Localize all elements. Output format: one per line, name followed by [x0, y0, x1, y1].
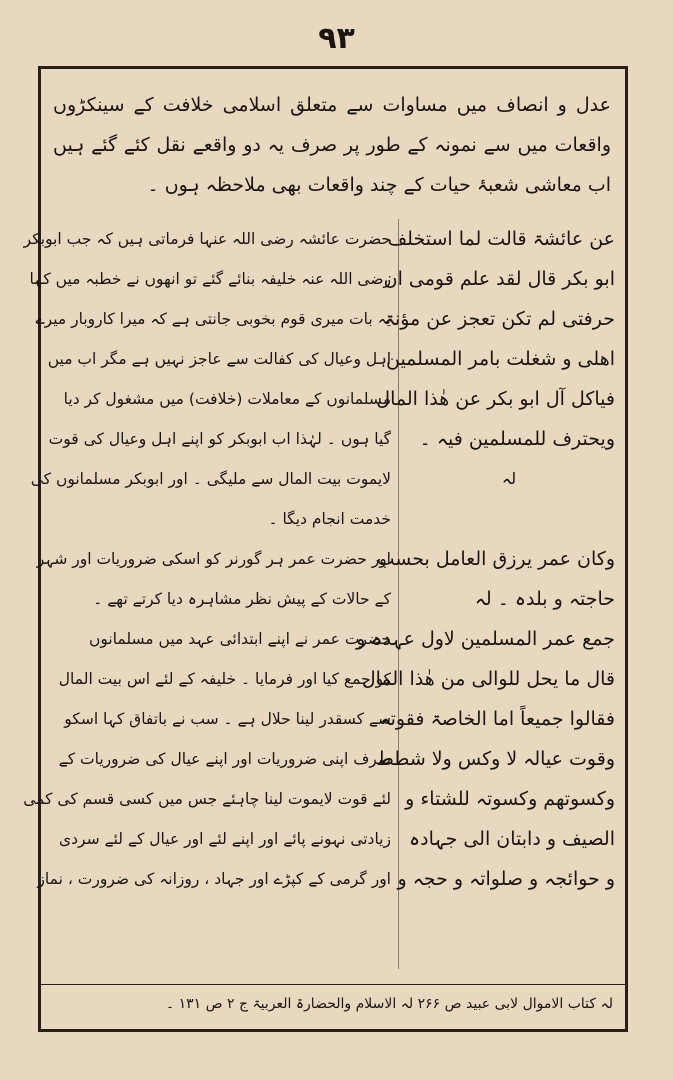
- arabic-line: حاجتہ و بلدہ ۔ لہ: [474, 588, 615, 610]
- intro-paragraph: عدل و انصاف میں مساوات سے متعلق اسلامی خلافت کے سینکڑوں واقعات میں سے نمونہ کے طور پر صرف یہ دو واقعے نقل کئے گئے ہیں اب معاشی شعبۂ حیات کے چند واقعات بھی ملاحظہ ہوں ۔: [53, 94, 611, 196]
- page-number: ۹۳: [318, 21, 355, 56]
- urdu-line: صرف اپنی ضروریات اور اپنے عیال کی ضروریات کے: [58, 750, 391, 768]
- urdu-line: کو جمع کیا اور فرمایا ۔ خلیفہ کے لئے اس بیت المال: [58, 670, 391, 688]
- urdu-line: خدمت انجام دیگا ۔: [268, 510, 391, 528]
- arabic-line: جمع عمر المسلمین لاول عہدہ و: [356, 628, 615, 650]
- urdu-block-3: [23, 619, 391, 899]
- arabic-line: وکان عمر یرزق العامل بحسب: [376, 548, 615, 570]
- footnote-divider: [41, 984, 625, 985]
- urdu-translation-column: [23, 219, 391, 899]
- arabic-line: ویحترف للمسلمین فیہ ۔: [419, 428, 615, 450]
- urdu-block-2: [36, 539, 391, 619]
- urdu-line: لئے قوت لایموت لینا چاہئے جس میں کسی قسم کی کمی: [23, 790, 391, 808]
- arabic-block-1: [376, 219, 615, 499]
- arabic-line: فیاکل آل ابو بکر عن ھٰذا المال: [376, 388, 615, 410]
- urdu-line: زیادتی نہونے پائے اور اپنے لئے اور عیال کے لئے سردی: [58, 830, 391, 848]
- arabic-block-2: [376, 539, 615, 619]
- urdu-line: حضرت عمر نے اپنے ابتدائی عہد میں مسلمانوں: [88, 630, 391, 648]
- urdu-line: اور حضرت عمر ہر گورنر کو اسکی ضروریات اور شہر: [36, 550, 391, 568]
- urdu-line: مسلمانوں کے معاملات (خلافت) میں مشغول کر دیا: [63, 390, 391, 408]
- arabic-line: وقوت عیالہ لا وکس ولا شطط: [376, 748, 615, 770]
- arabic-line: حرفتی لم تکن تعجز عن مؤنۃ: [383, 308, 615, 330]
- arabic-line: وکسوتھم وکسوتہ للشتاء و: [405, 788, 615, 810]
- urdu-line: یہ بات میری قوم بخوبی جانتی ہے کہ میرا کاروبار میرے: [35, 310, 391, 328]
- arabic-block-3: [356, 619, 615, 899]
- arabic-line: قال ما یحل للوالی من ھٰذا المال: [361, 668, 615, 690]
- arabic-text-column: [356, 219, 615, 899]
- page-frame: [23, 66, 628, 1032]
- footnote: لہ کتاب الاموال لابی عبید ص ۲۶۶ لہ الاسلام والحضارۃ العربیۃ ج ۲ ص ۱۳۱ ۔: [165, 996, 613, 1012]
- arabic-line: اھلی و شغلت بامر المسلمین: [385, 348, 615, 370]
- arabic-line: الصیف و دابتان الی جہادہ: [409, 828, 615, 850]
- urdu-block-1: [23, 219, 391, 539]
- arabic-line: و حوائجہ و صلواتہ و حجہ و: [397, 868, 615, 890]
- footnote-reference: لہ: [501, 469, 517, 488]
- urdu-line: سے کسقدر لینا حلال ہے ۔ سب نے باتفاق کہا اسکو: [64, 710, 391, 728]
- arabic-line: فقالوا جمیعاً اما الخاصۃ فقوتہ: [379, 708, 615, 730]
- urdu-line: گیا ہوں ۔ لہٰذا اب ابوبکر کو اپنے اہل وعیال کی قوت: [48, 430, 391, 448]
- urdu-line: لایموت بیت المال سے ملیگی ۔ اور ابوبکر مسلمانوں کی: [30, 470, 391, 488]
- arabic-line: عن عائشۃ قالت لما استخلف: [387, 228, 615, 250]
- urdu-line: اہل وعیال کی کفالت سے عاجز نہیں ہے مگر اب میں: [47, 350, 391, 368]
- urdu-line: اور گرمی کے کپڑے اور جہاد ، روزانہ کی ضرورت ، نماز: [37, 870, 391, 888]
- arabic-line: ابو بکر قال لقد علم قومی ان: [383, 268, 615, 290]
- urdu-line: حضرت عائشہ رضی اللہ عنہا فرماتی ہیں کہ جب ابوبکر: [23, 230, 391, 248]
- urdu-line: رضی اللہ عنہ خلیفہ بنائے گئے تو انھوں نے خطبہ میں کہا: [29, 270, 391, 288]
- urdu-line: کے حالات کے پیش نظر مشاہرہ دیا کرتے تھے ۔: [93, 590, 391, 608]
